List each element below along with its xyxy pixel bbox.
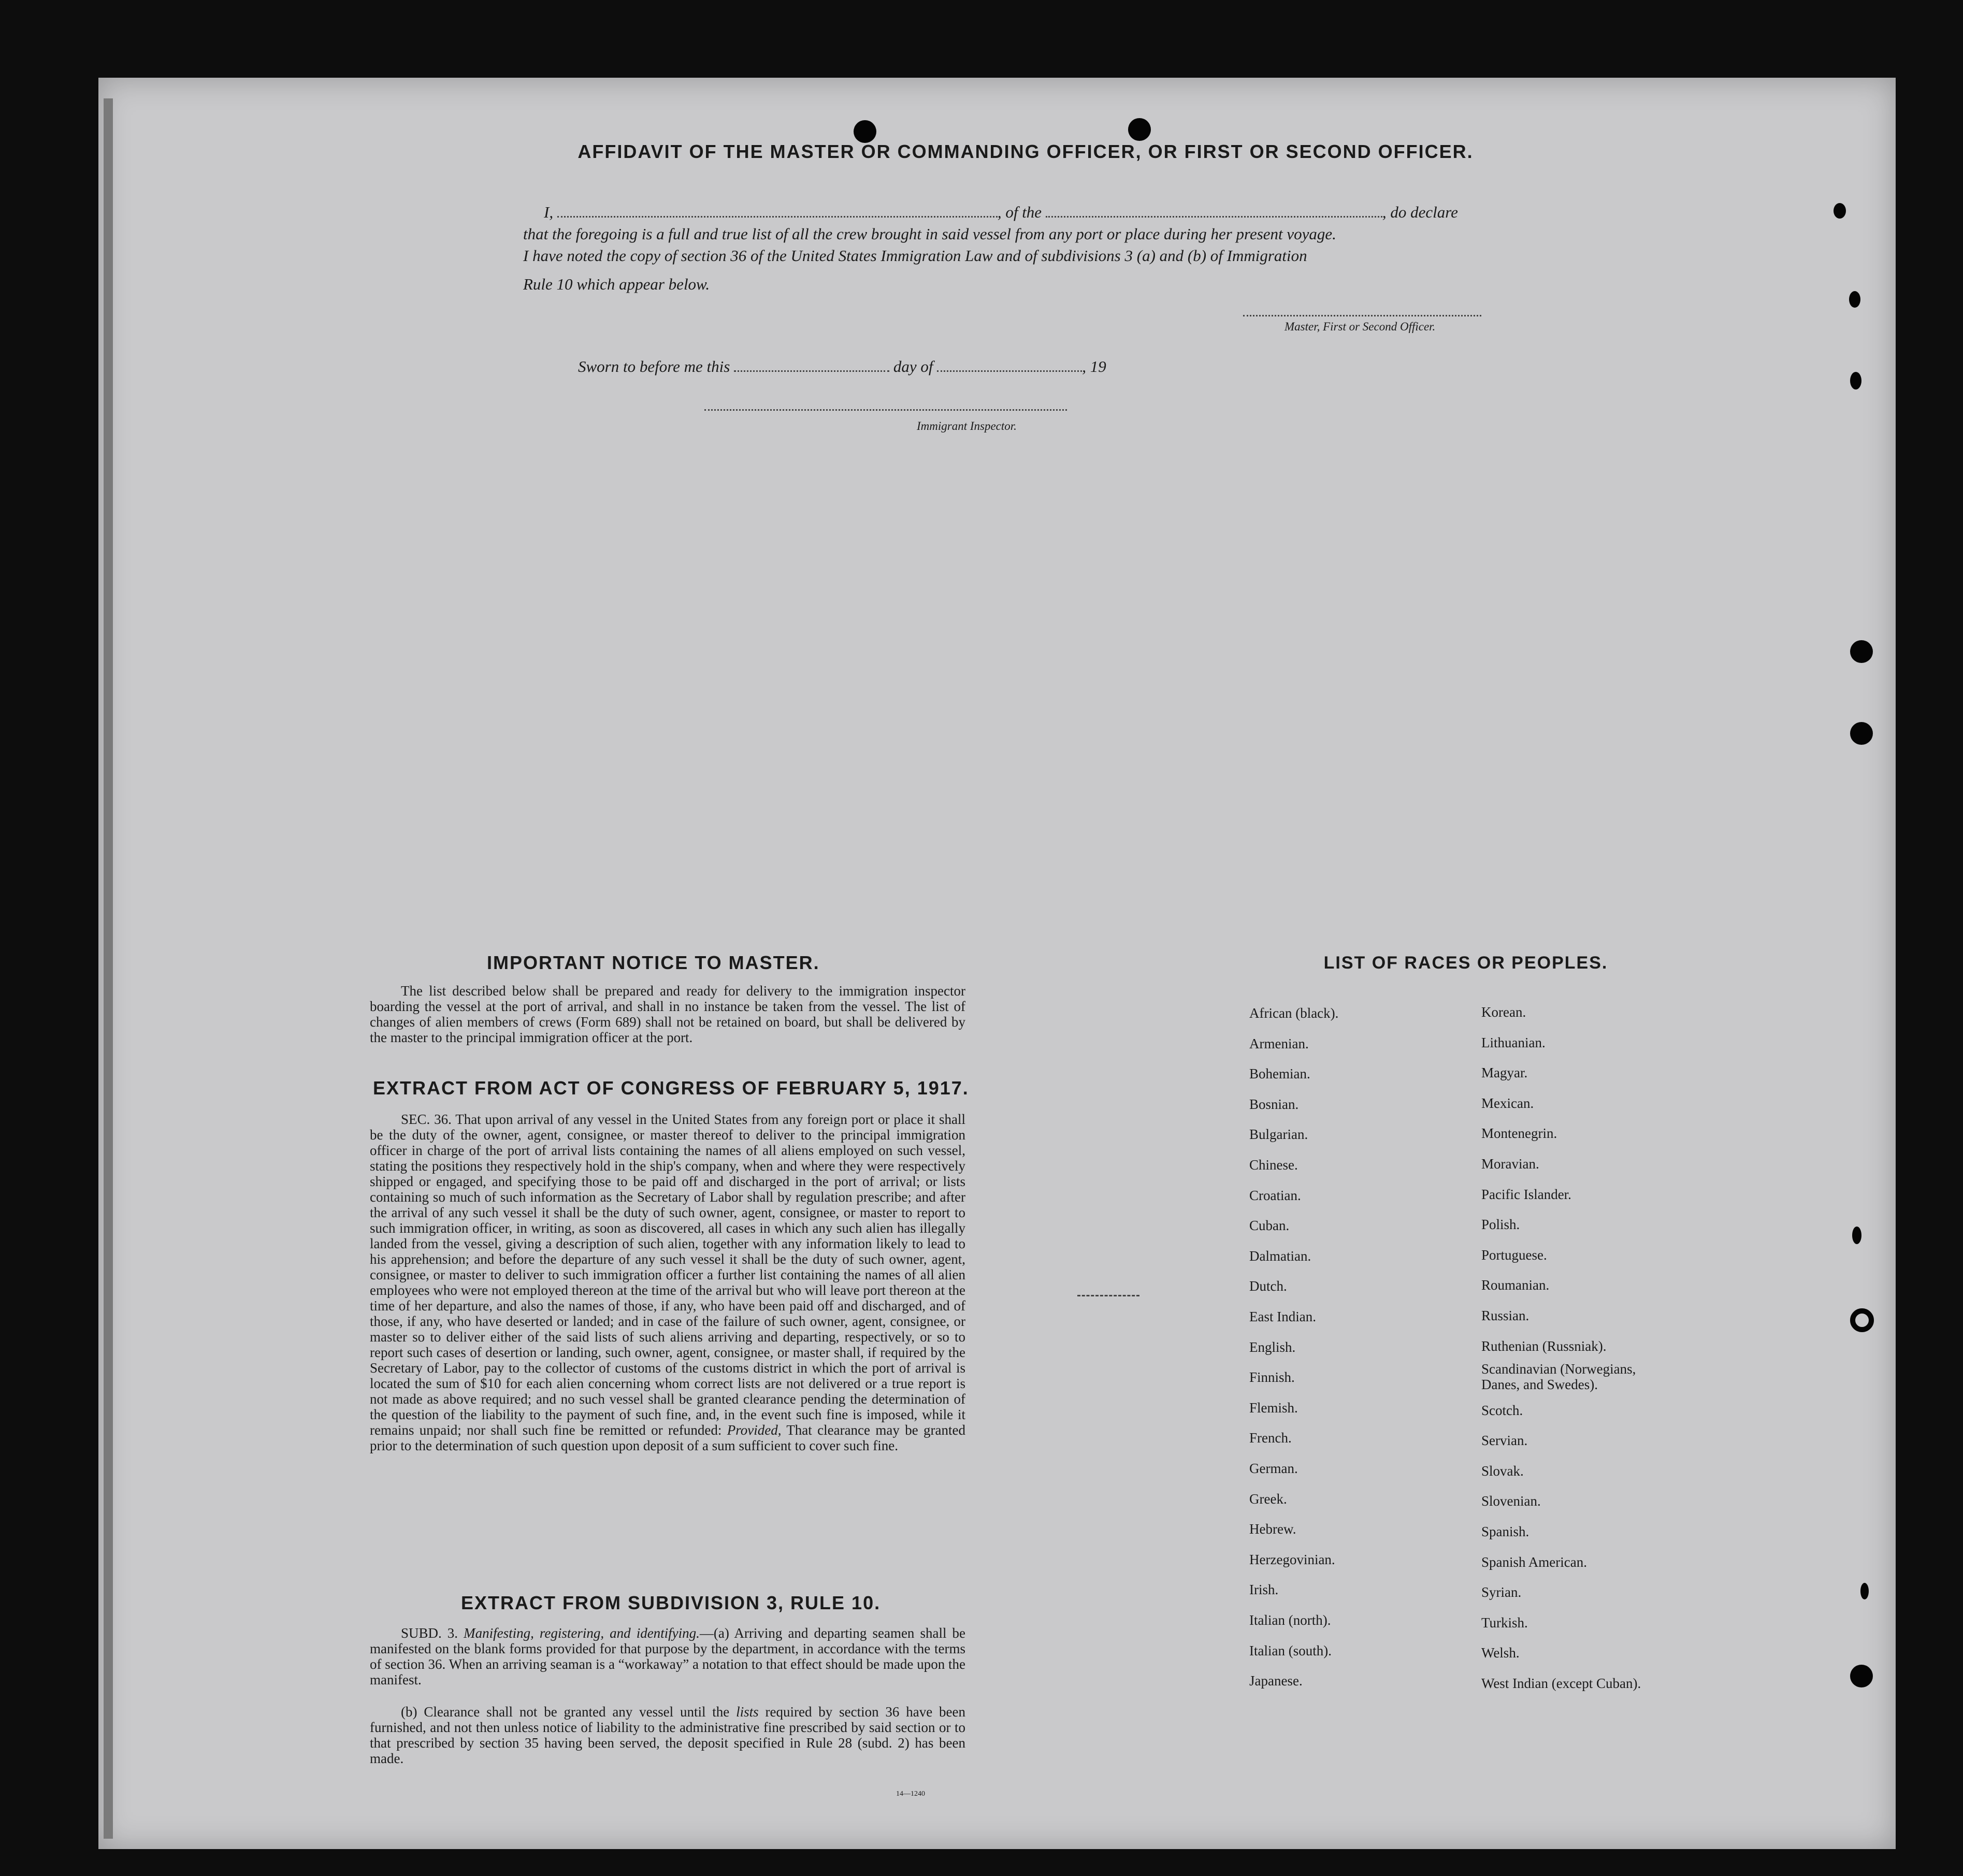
punch-hole [1850, 640, 1873, 663]
race-item: Irish. [1249, 1582, 1279, 1598]
race-item: Scotch. [1481, 1402, 1523, 1418]
master-signature-line[interactable] [1243, 315, 1481, 316]
form-print-code: 14—1240 [896, 1790, 925, 1798]
punch-hole [1834, 203, 1846, 219]
races-title: LIST OF RACES OR PEOPLES. [1323, 953, 1608, 973]
page-binding-edge [104, 98, 113, 1839]
race-item: Greek. [1249, 1491, 1287, 1507]
vessel-prefix: , of the [997, 203, 1042, 221]
race-item: Herzegovinian. [1249, 1551, 1335, 1567]
punch-hole [1852, 1226, 1861, 1244]
affidavit-declaration-line [544, 203, 1458, 222]
punch-hole [1850, 372, 1861, 389]
race-item: East Indian. [1249, 1309, 1316, 1324]
race-item: Bulgarian. [1249, 1127, 1308, 1143]
race-item: English. [1249, 1339, 1296, 1355]
race-item: Hebrew. [1249, 1521, 1296, 1537]
declarant-name-field[interactable] [557, 216, 998, 218]
subdivision-heading: Manifesting, registering, and identifying. [464, 1625, 700, 1641]
affidavit-line-4: Rule 10 which appear below. [523, 275, 710, 293]
race-item: Bosnian. [1249, 1096, 1299, 1112]
race-item: Korean. [1481, 1004, 1526, 1020]
race-item: Japanese. [1249, 1673, 1303, 1689]
master-signature-label: Master, First or Second Officer. [1284, 320, 1436, 333]
declare-text: , do declare [1382, 203, 1458, 221]
inspector-signature-label: Immigrant Inspector. [917, 420, 1017, 432]
race-item: Finnish. [1249, 1369, 1295, 1386]
act-extract-body [370, 1112, 965, 1453]
punch-hole [1850, 1308, 1874, 1332]
provided-term: Provided, [727, 1422, 782, 1438]
subdivision-b-text-end: required by section 36 have been furnished, and not then unless notice of liability to the administrative fine prescribed by said section or to that prescribed by section 35 having been served, the deposit specified in Rule 28 (subd. 2) has been made. [370, 1704, 966, 1766]
punch-hole [1849, 291, 1860, 308]
section-36-text: That upon arrival of any vessel in the United States from any foreign port or place it shall be the duty of the owner, agent, consignee, or master thereof to deliver to the principal immigration officer in charge of the port of arrival lists containing the names of all aliens employed on such vessel, stating the positions they respectively hold in the ship's company, when and where they were respectively shipped or engaged, and specifying those to be paid off and discharged in the port of arrival; or lists containing so much of such information as the Secretary of Labor shall by regulation prescribe; and after the arrival of any such vessel it shall be the duty of such owner, agent, consignee, or master to report to such immigration officer, in writing, as soon as discovered, all cases in which any such alien has illegally landed from the vessel, giving a description of such alien, together with any information likely to lead to his apprehension; and before the departure of any such vessel it shall be the duty of such owner, agent, consignee, or master to deliver to such immigration officer a further list containing the names of all alien employees who were not employed thereon at the time of the arrival but who will leave port thereon at the time of her departure, and also the names of those, if any, who have been paid off and discharged, and of those, if any, who have deserted or landed; and in case of the failure of such owner, agent, consignee, or master so to deliver either of the said lists of such aliens arriving and departing, respectively, or so to report such cases of desertion or landing, such owner, agent, consignee, or master shall, if required by the Secretary of Labor, pay to the collector of customs of the customs district in which the port of arrival is located the sum of $10 for each alien concerning whom correct lists are not delivered or a true report is not made as above required; and no such vessel shall be granted clearance pending the determination of the question of the liability to the payment of such fine, and, in the event such fine is imposed, while it remains unpaid; nor shall such fine be remitted or refunded: [370, 1112, 965, 1438]
race-item: Ruthenian (Russniak). [1481, 1338, 1607, 1354]
race-item: African (black). [1249, 1005, 1339, 1021]
race-item: Dalmatian. [1249, 1248, 1311, 1264]
race-item: Italian (south). [1249, 1642, 1332, 1658]
divider-dash [1077, 1295, 1139, 1296]
punch-hole [854, 120, 876, 143]
race-item: Croatian. [1249, 1187, 1301, 1203]
sworn-dayof: day of [893, 357, 933, 376]
race-item: Bohemian. [1249, 1066, 1310, 1082]
rule-para-a [370, 1625, 965, 1687]
race-item: Flemish. [1249, 1399, 1298, 1416]
sworn-year-prefix: , 19 [1082, 357, 1106, 376]
inspector-signature-line[interactable] [704, 409, 1067, 411]
notice-body: The list described below shall be prepared and ready for delivery to the immigration inspector boarding the vessel at the port of arrival, and shall in no instance be taken from the vessel. The list of changes of alien members of crews (Form 689) shall not be retained on board, but shall be delivered by the master to the principal immigration officer at the port. [370, 983, 965, 1045]
race-item: Slovenian. [1481, 1493, 1541, 1509]
race-item: Slovak. [1481, 1463, 1524, 1479]
notice-title: IMPORTANT NOTICE TO MASTER. [487, 952, 820, 973]
sworn-line [578, 357, 1106, 376]
race-item: Spanish American. [1481, 1554, 1587, 1570]
affidavit-line-2: that the foregoing is a full and true list of all the crew brought in said vessel from any port or place during her present voyage. [523, 225, 1336, 243]
race-item: Servian. [1481, 1433, 1528, 1449]
race-item: Montenegrin. [1481, 1125, 1557, 1142]
subdivision-a-text: —(a) Arriving and departing seamen shall be manifested on the blank forms provided for that purpose by the department, in accordance with the terms of section 36. When an arriving seaman is a “workaway” a notation to that effect should be made upon the manifest. [370, 1625, 965, 1687]
vessel-name-field[interactable] [1046, 216, 1382, 218]
race-item: Cuban. [1249, 1218, 1290, 1234]
sworn-day-field[interactable] [734, 370, 889, 372]
race-item: Moravian. [1481, 1156, 1539, 1172]
lists-term: lists [736, 1704, 759, 1720]
race-item: Portuguese. [1481, 1247, 1547, 1263]
section-label: SEC. 36. [401, 1112, 452, 1127]
sworn-month-field[interactable] [937, 370, 1082, 372]
race-item: Mexican. [1481, 1095, 1534, 1111]
punch-hole [1128, 118, 1151, 141]
race-item: Russian. [1481, 1308, 1529, 1323]
race-item: Roumanian. [1481, 1277, 1550, 1293]
subdivision-b-text: (b) Clearance shall not be granted any vessel until the [401, 1704, 730, 1720]
race-item: Italian (north). [1249, 1612, 1331, 1628]
race-item: Syrian. [1481, 1584, 1522, 1600]
punch-hole [1860, 1583, 1869, 1599]
race-item: Magyar. [1481, 1065, 1528, 1081]
race-item: Scandinavian (Norwegians, [1481, 1361, 1636, 1377]
race-item: Lithuanian. [1481, 1034, 1546, 1050]
affidavit-line-3: I have noted the copy of section 36 of the United States Immigration Law and of subdivisions 3 (a) and (b) of Immigration [523, 247, 1307, 265]
race-item: Polish. [1481, 1217, 1520, 1233]
race-item: Dutch. [1249, 1278, 1287, 1294]
race-item: Chinese. [1249, 1157, 1298, 1173]
race-item: Armenian. [1249, 1035, 1309, 1051]
act-extract-title: EXTRACT FROM ACT OF CONGRESS OF FEBRUARY 5, 1917. [373, 1077, 969, 1099]
section-36-text-end: That clearance may be granted prior to the determination of such question upon deposit of a sum sufficient to cover such fine. [370, 1422, 965, 1453]
race-item: Danes, and Swedes). [1481, 1376, 1598, 1392]
rule-para-b [370, 1704, 965, 1766]
punch-hole [1850, 1665, 1873, 1687]
punch-hole [1850, 722, 1873, 745]
race-item: German. [1249, 1461, 1298, 1476]
race-item: West Indian (except Cuban). [1481, 1676, 1641, 1691]
race-item: Spanish. [1481, 1524, 1529, 1539]
affidavit-title: AFFIDAVIT OF THE MASTER OR COMMANDING OFFICER, OR FIRST OR SECOND OFFICER. [578, 141, 1474, 162]
race-item: Welsh. [1481, 1645, 1520, 1661]
race-item: Turkish. [1481, 1614, 1528, 1630]
sworn-prefix: Sworn to before me this [578, 357, 730, 376]
race-item: Pacific Islander. [1481, 1186, 1571, 1202]
subdivision-label: SUBD. 3. [401, 1625, 458, 1641]
race-item: French. [1249, 1430, 1292, 1446]
rule-extract-title: EXTRACT FROM SUBDIVISION 3, RULE 10. [461, 1592, 881, 1613]
declarant-prefix: I, [544, 203, 554, 221]
